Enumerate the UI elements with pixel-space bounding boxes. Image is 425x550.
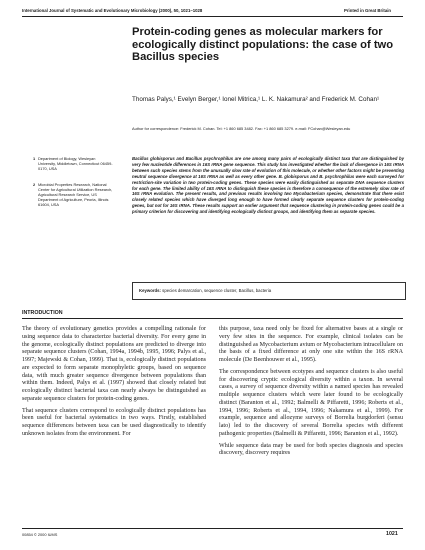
affiliation-number: 1 [33, 156, 36, 161]
footer-code: 00854 © 2000 IUMS [22, 532, 58, 537]
section-heading: INTRODUCTION [22, 310, 63, 316]
body-paragraph: The correspondence between ecotypes and sequence clusters is also useful for discovering cryptic ecological diversity within a taxon. In several cases, a survey of sequence diversity within a named species has revealed multiple sequence clusters which were later found to be ecologically distinct (Baranton et al., 1992; Balmelli & Piffaretti, 1996; Roberts et al., 1994, 1996; Roberts et al., 1994, 1996; Nakamura et al., 1999). For example, sequence and allozyme surveys of Borrelia burgdorferi (sensu lato) led to the discovery of several Borrelia species with different pathogenic properties (Balmelli & Piffaretti, 1996; Baranton et al., 1992). [219, 368, 403, 437]
body-column-right [219, 326, 403, 462]
header-rule [22, 16, 403, 17]
author-list: Thomas Palys,¹ Evelyn Berger,¹ Ionel Mitrica,¹ L. K. Nakamura² and Frederick M. Cohan¹ [132, 96, 380, 103]
section-rule [22, 318, 403, 319]
journal-header: International Journal of Systematic and Evolutionary Microbiology (2000), 50, 1021–1028 [22, 8, 203, 13]
affiliation-text: Department of Biology, Wesleyan University, Middletown, Connecticut 06459-0170, USA [38, 156, 113, 172]
printed-note: Printed in Great Britain [344, 8, 392, 13]
page-number: 1021 [386, 531, 398, 537]
correspondence-note: Author for correspondence: Frederick M. Cohan. Tel: +1 860 685 3482. Fax: +1 860 685 3279. e-mail: FCohan@Wesleyan.edu [132, 126, 351, 131]
footer-rule [22, 528, 403, 529]
body-column-left [22, 326, 206, 443]
body-paragraph: That sequence clusters correspond to ecologically distinct populations has been useful for bacterial systematics in two ways. Firstly, established sequence differences between taxa can be used diagnostically to identify unknown isolates from the environment. For [22, 407, 206, 437]
keywords-text: species demarcation, sequence cluster, Bacillus, bacteria [162, 288, 272, 293]
affiliation-1 [33, 156, 114, 172]
body-paragraph: While sequence data may be used for both species diagnosis and species discovery, discovery requires [219, 442, 403, 457]
affiliation-text: Microbial Properties Research, National Center for Agricultural Utilization Research, Agricultural Research Service, US Department of Agriculture, Peoria, Illinois 61604, USA [38, 182, 113, 208]
body-paragraph: The theory of evolutionary genetics provides a compelling rationale for using sequence data to characterize bacterial diversity. For every gene in the genome, ecologically distinct populations are predicted to diverge into separate sequence clusters (Cohan, 1994a, 1994b, 1995, 1996; Palys et al., 1997; Majewski & Cohan, 1999). That is, ecologically distinct populations are expected to form separate monophyletic groups, based on sequence data, with much greater sequence divergence between populations than within them. Indeed, Palys et al. (1997) showed that closely related but ecologically distinct bacterial taxa can nearly always be distinguished as separate sequence clusters for protein-coding genes. [22, 326, 206, 402]
affiliation-2 [33, 182, 114, 208]
keywords-box [132, 282, 406, 300]
keywords-label: Keywords: [139, 288, 161, 293]
abstract-text: Bacillus globisporus and Bacillus psychrophilus are one among many pairs of ecologically distinct taxa that are distinguished by very few nucleotide differences in 16S rRNA gene sequence. This study has investigated whether the lack of divergence in 16S rRNA between such species stems from the unusually slow rate of evolution of this molecule, or whether other factors might be preventing neutral sequence divergence at 16S rRNA as well as every other gene. B. globisporus and B. psychrophilus were each surveyed for restriction-site variation in two protein-coding genes. These species were easily distinguished as separate DNA sequence clusters for each gene. The limited ability of 16S rRNA to distinguish these species is therefore a consequence of the extremely slow rate of 16S rRNA evolution. The present results, and previous results involving two Mycobacterium species, demonstrate that there exist closely related species which have diverged long enough to have formed clearly separate sequence clusters for protein-coding genes, but not for 16S rRNA. These results support an earlier argument that sequence clustering in protein-coding genes could be a primary criterion for discovering and identifying ecologically distinct groups, and identifying them as separate species. [132, 156, 404, 215]
body-paragraph: this purpose, taxa need only be fixed for alternative bases at a single or very few sites in the sequence. For example, clinical isolates can be distinguished as Mycobacterium avium or Mycobacterium intracellulare on the basis of a fixed difference at only one site within the 16S rRNA molecule (De Beenhouwer et al., 1995). [219, 326, 403, 363]
article-title: Protein-coding genes as molecular markers for ecologically distinct populations: the case of two Bacillus species [132, 26, 394, 64]
keywords-line [139, 288, 271, 293]
affiliation-number: 2 [33, 182, 36, 187]
